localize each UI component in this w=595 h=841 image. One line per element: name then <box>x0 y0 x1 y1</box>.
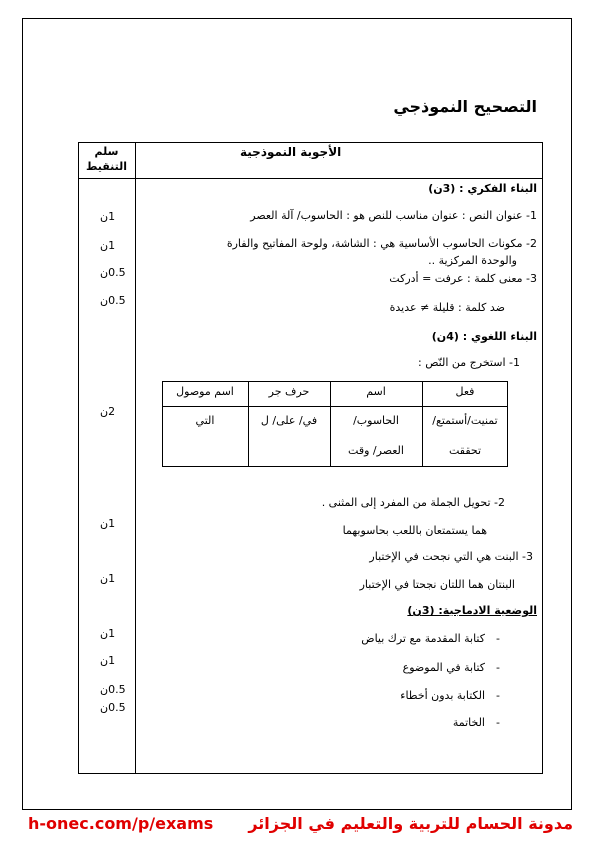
answer-line: 1- استخرج من النّص : <box>418 356 520 369</box>
score-value: 1ن <box>100 627 116 640</box>
list-bullet: - <box>496 632 500 645</box>
score-value: 1ن <box>100 210 116 223</box>
score-value: 1ن <box>100 517 116 530</box>
column-divider <box>135 142 136 774</box>
list-item: كتابة في الموضوع <box>402 661 485 674</box>
header-divider <box>78 178 543 179</box>
table-cell: الحاسوب/ <box>353 414 399 427</box>
extraction-table-divider <box>162 406 508 407</box>
score-value: 1ن <box>100 239 116 252</box>
page-title: التصحيح النموذجي <box>393 97 537 116</box>
score-value: 1ن <box>100 654 116 667</box>
table-cell: تحققت <box>448 444 482 457</box>
table-header-cell: حرف جر <box>268 385 310 398</box>
section-heading-language: البناء اللغوي : (4ن) <box>431 330 537 343</box>
table-header-cell: اسم موصول <box>176 385 234 398</box>
answer-line: 3- معنى كلمة : عرفت = أدركت <box>389 272 537 285</box>
list-item: كتابة المقدمة مع ترك بياض <box>361 632 485 645</box>
score-column-header: سلم التنقيط <box>85 145 128 173</box>
score-value: 2ن <box>100 405 116 418</box>
answer-line: البنتان هما اللتان نجحتا في الإختبار <box>359 578 515 591</box>
answer-line: ضد كلمة : قليلة ≠ عديدة <box>389 301 505 314</box>
answer-line: هما يستمتعان باللعب بحاسوبهما <box>342 524 487 537</box>
section-heading-comprehension: البناء الفكري : (3ن) <box>428 182 537 195</box>
list-bullet: - <box>496 661 500 674</box>
table-cell: التي <box>195 414 215 427</box>
answer-line: 3- البنت هي التي نجحت في الإختبار <box>369 550 533 563</box>
score-value: 1ن <box>100 572 116 585</box>
score-value: 0.5ن <box>100 701 126 714</box>
score-value: 0.5ن <box>100 266 126 279</box>
table-header-cell: اسم <box>366 385 386 398</box>
section-heading-integration: الوضعية الادماجية: (3ن) <box>407 604 537 617</box>
table-cell: في/ على/ ل <box>260 414 318 427</box>
footer-url-link[interactable]: h-onec.com/p/exams <box>28 814 214 833</box>
list-bullet: - <box>496 716 500 729</box>
answers-column-header: الأجوبة النموذجية <box>240 145 342 159</box>
list-bullet: - <box>496 689 500 702</box>
answer-line: 1- عنوان النص : عنوان مناسب للنص هو : الحاسوب/ آلة العصر <box>250 209 537 222</box>
score-value: 0.5ن <box>100 683 126 696</box>
answer-line: 2- تحويل الجملة من المفرد إلى المثنى . <box>321 496 505 509</box>
answer-line: والوحدة المركزية .. <box>428 254 517 267</box>
answer-line: 2- مكونات الحاسوب الأساسية هي : الشاشة، ولوحة المفاتيح والفارة <box>226 237 537 250</box>
list-item: الكتابة بدون أخطاء <box>400 689 485 702</box>
table-cell: تمنيت/أستمتع/ <box>432 414 498 427</box>
table-cell: العصر/ وقت <box>348 444 404 457</box>
footer-blog-name: مدونة الحسام للتربية والتعليم في الجزائر <box>248 814 573 833</box>
score-value: 0.5ن <box>100 294 126 307</box>
list-item: الخاتمة <box>452 716 485 729</box>
table-header-cell: فعل <box>455 385 475 398</box>
